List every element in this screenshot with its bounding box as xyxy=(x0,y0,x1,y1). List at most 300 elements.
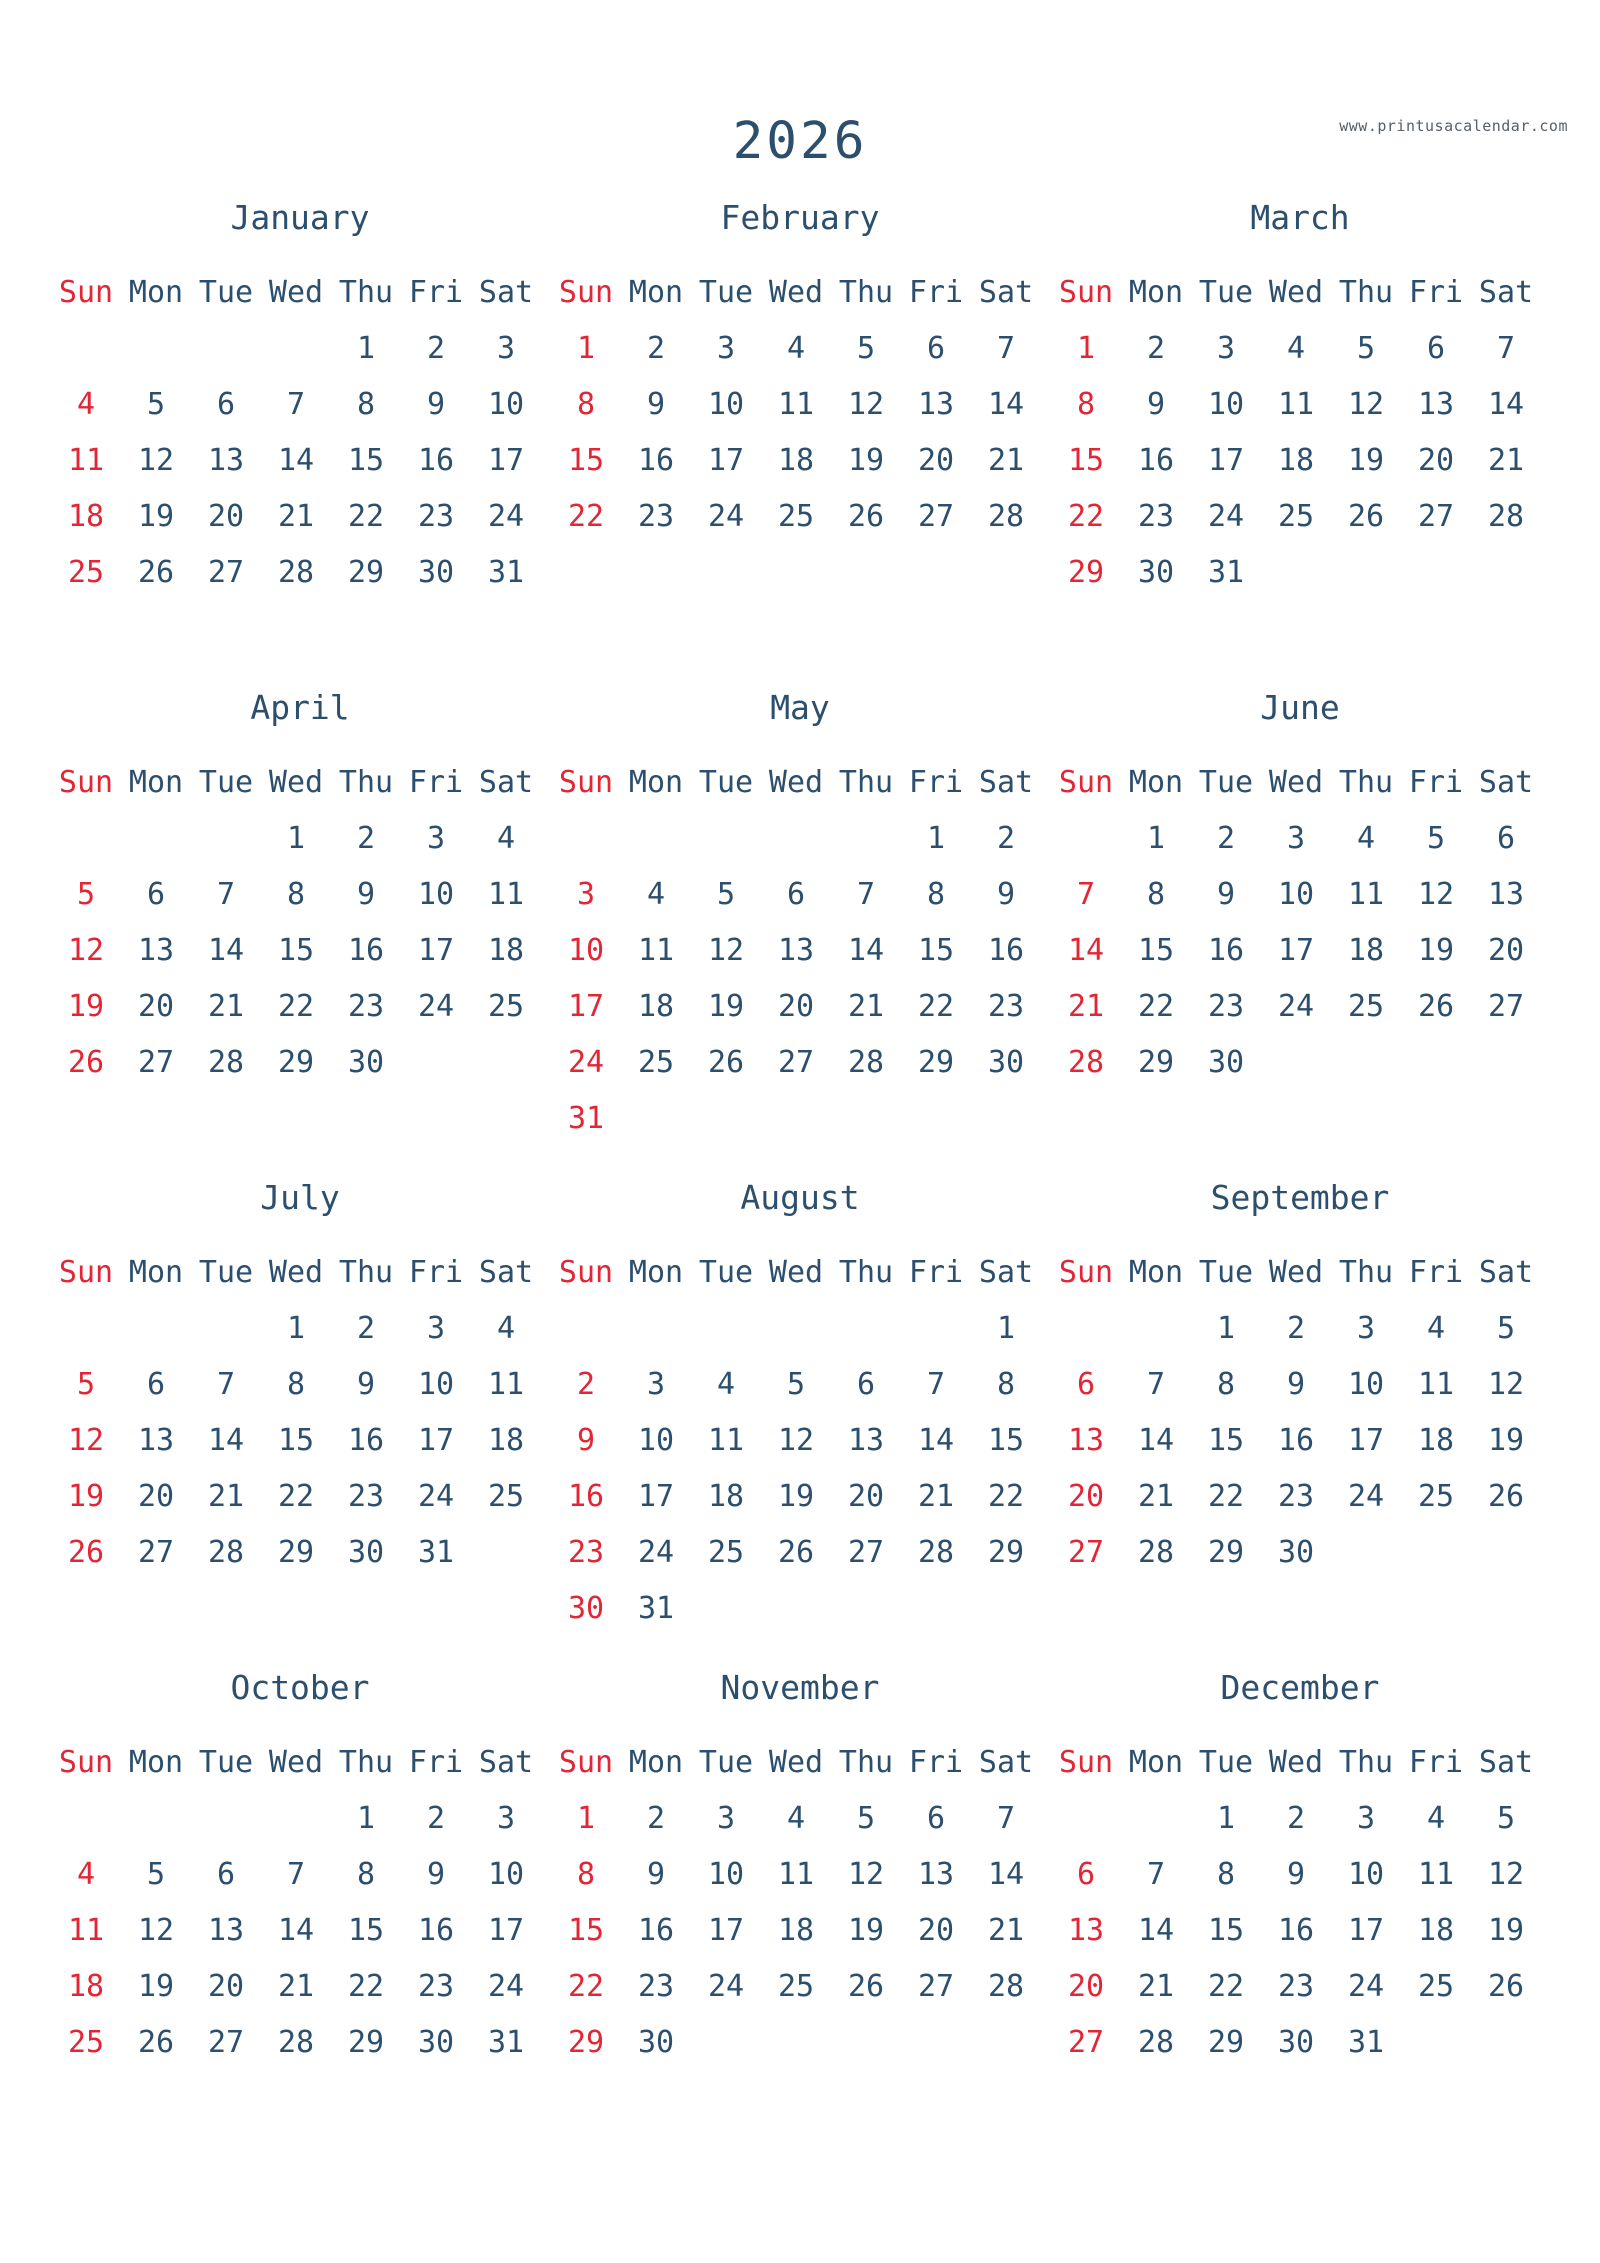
weekday-label: Sat xyxy=(478,275,534,310)
day-cell: 22 xyxy=(917,989,955,1024)
day-cell: 19 xyxy=(847,1913,885,1948)
week-row xyxy=(51,1301,549,1357)
month-december xyxy=(1051,1665,1549,2155)
day-cell: 12 xyxy=(137,443,175,478)
day-cell: 9 xyxy=(576,1423,596,1458)
day-cell: 12 xyxy=(67,1423,105,1458)
day-cell: 23 xyxy=(347,1479,385,1514)
weekday-label: Wed xyxy=(768,1255,824,1290)
weekday-label: Tue xyxy=(198,765,254,800)
weekday-label: Mon xyxy=(128,1255,184,1290)
day-cell: 30 xyxy=(567,1591,605,1626)
day-cell: 24 xyxy=(1207,499,1245,534)
day-cell: 21 xyxy=(917,1479,955,1514)
weekday-label: Mon xyxy=(1128,765,1184,800)
day-cell: 16 xyxy=(417,1913,455,1948)
day-cell: 14 xyxy=(1487,387,1525,422)
day-cell: 30 xyxy=(417,555,455,590)
day-cell xyxy=(691,811,761,867)
day-cell: 18 xyxy=(777,443,815,478)
day-cell: 27 xyxy=(207,555,245,590)
weekday-label: Thu xyxy=(338,275,394,310)
day-cell: 22 xyxy=(1207,1479,1245,1514)
day-cell: 14 xyxy=(917,1423,955,1458)
day-cell: 2 xyxy=(426,1801,446,1836)
week-row xyxy=(1051,1847,1549,1903)
day-cell xyxy=(761,1091,831,1147)
day-cell: 22 xyxy=(987,1479,1025,1514)
weekday-header xyxy=(51,1245,549,1301)
week-row xyxy=(1051,433,1549,489)
month-march xyxy=(1051,195,1549,685)
day-cell: 14 xyxy=(1137,1423,1175,1458)
day-cell: 13 xyxy=(207,443,245,478)
day-cell: 11 xyxy=(67,1913,105,1948)
month-name: May xyxy=(770,688,830,727)
month-april xyxy=(51,685,549,1175)
day-cell: 8 xyxy=(926,877,946,912)
day-cell: 19 xyxy=(67,1479,105,1514)
day-cell xyxy=(51,811,121,867)
day-cell: 25 xyxy=(67,2025,105,2060)
day-cell xyxy=(691,1091,761,1147)
day-cell: 1 xyxy=(576,1801,596,1836)
weekday-label: Wed xyxy=(768,275,824,310)
weekday-label: Sun xyxy=(1058,275,1114,310)
day-cell: 16 xyxy=(567,1479,605,1514)
weekday-label: Fri xyxy=(908,765,964,800)
week-row xyxy=(51,811,549,867)
day-cell xyxy=(831,1581,901,1637)
day-cell: 17 xyxy=(637,1479,675,1514)
day-cell: 20 xyxy=(207,1969,245,2004)
day-cell: 4 xyxy=(786,331,806,366)
day-cell: 6 xyxy=(1496,821,1516,856)
day-cell: 21 xyxy=(207,1479,245,1514)
day-cell: 29 xyxy=(1207,2025,1245,2060)
day-cell: 13 xyxy=(1487,877,1525,912)
day-cell: 15 xyxy=(1067,443,1105,478)
day-cell: 22 xyxy=(1067,499,1105,534)
weekday-label: Wed xyxy=(768,1745,824,1780)
day-cell xyxy=(1331,1525,1401,1581)
day-cell: 6 xyxy=(926,331,946,366)
day-cell: 13 xyxy=(137,933,175,968)
day-cell: 16 xyxy=(417,443,455,478)
day-cell: 28 xyxy=(917,1535,955,1570)
day-cell: 24 xyxy=(637,1535,675,1570)
day-cell: 26 xyxy=(777,1535,815,1570)
weekday-label: Sat xyxy=(478,765,534,800)
day-cell: 25 xyxy=(1417,1479,1455,1514)
weekday-label: Sat xyxy=(978,275,1034,310)
page-title: 2026 xyxy=(732,112,868,171)
day-cell: 19 xyxy=(1417,933,1455,968)
day-cell: 1 xyxy=(1216,1311,1236,1346)
week-row xyxy=(1051,811,1549,867)
day-cell: 8 xyxy=(1216,1367,1236,1402)
weekday-label: Thu xyxy=(338,765,394,800)
day-cell: 30 xyxy=(1277,2025,1315,2060)
day-cell: 9 xyxy=(1146,387,1166,422)
week-row xyxy=(551,1791,1049,1847)
day-cell xyxy=(691,2015,761,2071)
day-cell xyxy=(691,1581,761,1637)
day-cell: 2 xyxy=(576,1367,596,1402)
day-cell xyxy=(1471,545,1541,601)
weekday-label: Sun xyxy=(1058,765,1114,800)
week-row xyxy=(551,321,1049,377)
day-cell: 20 xyxy=(917,443,955,478)
day-cell xyxy=(51,321,121,377)
day-cell: 20 xyxy=(1417,443,1455,478)
weekday-label: Sat xyxy=(978,1745,1034,1780)
weekday-header xyxy=(51,1735,549,1791)
day-cell xyxy=(761,1301,831,1357)
day-cell: 18 xyxy=(1347,933,1385,968)
day-cell: 14 xyxy=(207,1423,245,1458)
day-cell: 17 xyxy=(567,989,605,1024)
day-cell: 26 xyxy=(847,499,885,534)
weekday-label: Wed xyxy=(268,1255,324,1290)
day-cell: 15 xyxy=(277,1423,315,1458)
month-may xyxy=(551,685,1049,1175)
day-cell: 4 xyxy=(496,821,516,856)
day-cell: 1 xyxy=(1146,821,1166,856)
day-cell: 16 xyxy=(637,443,675,478)
weekday-label: Thu xyxy=(838,275,894,310)
day-cell: 10 xyxy=(637,1423,675,1458)
day-cell: 27 xyxy=(137,1045,175,1080)
weekday-header xyxy=(1051,265,1549,321)
day-cell: 21 xyxy=(1137,1479,1175,1514)
month-november xyxy=(551,1665,1049,2155)
day-cell: 13 xyxy=(137,1423,175,1458)
day-cell: 17 xyxy=(1347,1423,1385,1458)
day-cell: 14 xyxy=(987,1857,1025,1892)
weekday-label: Sun xyxy=(1058,1255,1114,1290)
day-cell: 16 xyxy=(1207,933,1245,968)
day-cell: 13 xyxy=(1067,1913,1105,1948)
day-cell: 4 xyxy=(1286,331,1306,366)
day-cell: 8 xyxy=(576,387,596,422)
day-cell: 19 xyxy=(847,443,885,478)
day-cell: 29 xyxy=(987,1535,1025,1570)
day-cell: 7 xyxy=(1146,1857,1166,1892)
day-cell: 16 xyxy=(347,933,385,968)
weekday-label: Fri xyxy=(1408,275,1464,310)
day-cell: 18 xyxy=(67,499,105,534)
day-cell: 18 xyxy=(67,1969,105,2004)
day-cell: 1 xyxy=(996,1311,1016,1346)
day-cell: 26 xyxy=(67,1045,105,1080)
day-cell: 25 xyxy=(707,1535,745,1570)
day-cell: 31 xyxy=(1347,2025,1385,2060)
day-cell: 29 xyxy=(917,1045,955,1080)
day-cell: 22 xyxy=(567,499,605,534)
day-cell xyxy=(1401,1035,1471,1091)
weekday-label: Fri xyxy=(908,1255,964,1290)
weekday-label: Wed xyxy=(1268,765,1324,800)
day-cell: 30 xyxy=(347,1535,385,1570)
day-cell: 27 xyxy=(847,1535,885,1570)
day-cell: 13 xyxy=(207,1913,245,1948)
day-cell: 7 xyxy=(216,1367,236,1402)
day-cell: 6 xyxy=(1076,1367,1096,1402)
day-cell: 2 xyxy=(996,821,1016,856)
day-cell: 26 xyxy=(67,1535,105,1570)
weekday-label: Mon xyxy=(128,1745,184,1780)
day-cell: 13 xyxy=(917,387,955,422)
day-cell: 29 xyxy=(567,2025,605,2060)
day-cell: 5 xyxy=(76,877,96,912)
weekday-label: Wed xyxy=(268,765,324,800)
month-name: April xyxy=(250,688,350,727)
day-cell: 30 xyxy=(347,1045,385,1080)
day-cell: 3 xyxy=(496,331,516,366)
weekday-label: Sat xyxy=(1478,1255,1534,1290)
day-cell: 10 xyxy=(487,387,525,422)
weekday-label: Tue xyxy=(1198,1745,1254,1780)
day-cell: 7 xyxy=(856,877,876,912)
day-cell: 12 xyxy=(707,933,745,968)
day-cell: 9 xyxy=(426,387,446,422)
day-cell: 19 xyxy=(707,989,745,1024)
day-cell: 31 xyxy=(417,1535,455,1570)
day-cell: 28 xyxy=(1137,1535,1175,1570)
day-cell xyxy=(621,1091,691,1147)
day-cell: 23 xyxy=(417,1969,455,2004)
weekday-label: Sun xyxy=(58,275,114,310)
day-cell: 9 xyxy=(1286,1857,1306,1892)
day-cell xyxy=(121,321,191,377)
day-cell: 24 xyxy=(417,1479,455,1514)
weekday-header xyxy=(551,1245,1049,1301)
day-cell xyxy=(971,1581,1041,1637)
weekday-label: Mon xyxy=(628,765,684,800)
day-cell: 9 xyxy=(356,1367,376,1402)
day-cell: 12 xyxy=(847,1857,885,1892)
week-row xyxy=(1051,1469,1549,1525)
week-row xyxy=(1051,489,1549,545)
week-row xyxy=(51,377,549,433)
day-cell: 4 xyxy=(646,877,666,912)
day-cell: 24 xyxy=(487,499,525,534)
weekday-label: Tue xyxy=(698,765,754,800)
day-cell: 14 xyxy=(1137,1913,1175,1948)
day-cell: 17 xyxy=(487,1913,525,1948)
day-cell: 1 xyxy=(356,331,376,366)
day-cell: 20 xyxy=(847,1479,885,1514)
day-cell: 14 xyxy=(847,933,885,968)
day-cell: 18 xyxy=(487,933,525,968)
day-cell: 29 xyxy=(277,1535,315,1570)
week-row xyxy=(51,1525,549,1581)
day-cell: 4 xyxy=(786,1801,806,1836)
day-cell xyxy=(191,321,261,377)
month-name: September xyxy=(1210,1178,1390,1217)
month-name: November xyxy=(720,1668,880,1707)
day-cell: 8 xyxy=(1076,387,1096,422)
week-row xyxy=(551,1469,1049,1525)
day-cell: 23 xyxy=(1137,499,1175,534)
week-row xyxy=(551,1581,1049,1637)
day-cell: 5 xyxy=(1356,331,1376,366)
day-cell: 18 xyxy=(637,989,675,1024)
week-row xyxy=(51,321,549,377)
months-grid xyxy=(51,195,1549,2155)
day-cell: 17 xyxy=(1277,933,1315,968)
day-cell: 17 xyxy=(487,443,525,478)
weekday-label: Wed xyxy=(268,275,324,310)
day-cell: 14 xyxy=(1067,933,1105,968)
day-cell: 14 xyxy=(987,387,1025,422)
day-cell: 28 xyxy=(987,499,1025,534)
weekday-label: Thu xyxy=(1338,1255,1394,1290)
weekday-header xyxy=(1051,755,1549,811)
week-row xyxy=(551,867,1049,923)
weekday-label: Tue xyxy=(1198,275,1254,310)
day-cell: 15 xyxy=(987,1423,1025,1458)
week-row xyxy=(1051,1301,1549,1357)
weekday-label: Mon xyxy=(1128,275,1184,310)
day-cell: 10 xyxy=(417,877,455,912)
day-cell: 13 xyxy=(777,933,815,968)
day-cell: 2 xyxy=(356,1311,376,1346)
week-row xyxy=(1051,1413,1549,1469)
weekday-label: Sun xyxy=(558,765,614,800)
day-cell: 11 xyxy=(777,387,815,422)
day-cell: 18 xyxy=(777,1913,815,1948)
day-cell xyxy=(1051,811,1121,867)
weekday-label: Sat xyxy=(1478,765,1534,800)
day-cell: 7 xyxy=(286,1857,306,1892)
day-cell: 3 xyxy=(646,1367,666,1402)
day-cell: 6 xyxy=(926,1801,946,1836)
day-cell: 15 xyxy=(347,443,385,478)
day-cell xyxy=(971,1091,1041,1147)
weekday-label: Fri xyxy=(408,1745,464,1780)
weekday-label: Mon xyxy=(1128,1255,1184,1290)
day-cell: 20 xyxy=(1067,1479,1105,1514)
day-cell: 24 xyxy=(487,1969,525,2004)
day-cell: 31 xyxy=(637,1591,675,1626)
day-cell: 10 xyxy=(567,933,605,968)
day-cell: 30 xyxy=(637,2025,675,2060)
day-cell: 16 xyxy=(1137,443,1175,478)
day-cell: 25 xyxy=(1417,1969,1455,2004)
day-cell: 24 xyxy=(707,1969,745,2004)
day-cell: 26 xyxy=(707,1045,745,1080)
day-cell xyxy=(901,1581,971,1637)
day-cell: 3 xyxy=(576,877,596,912)
day-cell: 12 xyxy=(777,1423,815,1458)
weekday-label: Thu xyxy=(338,1255,394,1290)
day-cell: 3 xyxy=(1356,1311,1376,1346)
day-cell: 11 xyxy=(1417,1367,1455,1402)
month-august xyxy=(551,1175,1049,1665)
day-cell: 3 xyxy=(716,331,736,366)
day-cell: 15 xyxy=(567,1913,605,1948)
weekday-label: Sun xyxy=(58,765,114,800)
day-cell: 25 xyxy=(637,1045,675,1080)
day-cell: 20 xyxy=(137,989,175,1024)
day-cell: 14 xyxy=(277,443,315,478)
day-cell xyxy=(761,811,831,867)
day-cell: 7 xyxy=(926,1367,946,1402)
week-row xyxy=(551,2015,1049,2071)
weekday-label: Thu xyxy=(1338,765,1394,800)
day-cell: 10 xyxy=(487,1857,525,1892)
week-row xyxy=(51,923,549,979)
day-cell: 31 xyxy=(487,2025,525,2060)
weekday-header xyxy=(1051,1735,1549,1791)
day-cell: 24 xyxy=(417,989,455,1024)
day-cell: 21 xyxy=(277,1969,315,2004)
week-row xyxy=(51,1791,549,1847)
day-cell: 1 xyxy=(576,331,596,366)
day-cell: 26 xyxy=(137,2025,175,2060)
weekday-label: Wed xyxy=(1268,275,1324,310)
day-cell: 28 xyxy=(987,1969,1025,2004)
day-cell: 2 xyxy=(1146,331,1166,366)
month-name: August xyxy=(740,1178,860,1217)
weekday-label: Sat xyxy=(1478,275,1534,310)
weekday-label: Mon xyxy=(1128,1745,1184,1780)
day-cell: 21 xyxy=(987,443,1025,478)
weekday-label: Fri xyxy=(408,275,464,310)
weekday-header xyxy=(51,265,549,321)
day-cell: 16 xyxy=(637,1913,675,1948)
day-cell: 18 xyxy=(707,1479,745,1514)
day-cell: 10 xyxy=(1347,1367,1385,1402)
day-cell: 3 xyxy=(426,821,446,856)
day-cell: 25 xyxy=(777,1969,815,2004)
day-cell xyxy=(1471,1035,1541,1091)
weekday-label: Tue xyxy=(198,1745,254,1780)
day-cell: 25 xyxy=(67,555,105,590)
day-cell: 1 xyxy=(1216,1801,1236,1836)
day-cell: 6 xyxy=(1076,1857,1096,1892)
day-cell: 1 xyxy=(286,821,306,856)
day-cell: 3 xyxy=(426,1311,446,1346)
day-cell: 30 xyxy=(1207,1045,1245,1080)
week-row xyxy=(551,433,1049,489)
day-cell: 27 xyxy=(1417,499,1455,534)
day-cell xyxy=(121,1791,191,1847)
day-cell: 18 xyxy=(1277,443,1315,478)
day-cell: 18 xyxy=(487,1423,525,1458)
month-name: June xyxy=(1260,688,1340,727)
day-cell xyxy=(691,1301,761,1357)
month-name: December xyxy=(1220,1668,1380,1707)
weekday-label: Wed xyxy=(268,1745,324,1780)
day-cell: 23 xyxy=(1207,989,1245,1024)
week-row xyxy=(1051,1035,1549,1091)
weekday-label: Tue xyxy=(1198,765,1254,800)
day-cell: 25 xyxy=(1277,499,1315,534)
weekday-label: Thu xyxy=(338,1745,394,1780)
weekday-label: Wed xyxy=(768,765,824,800)
week-row xyxy=(1051,1903,1549,1959)
day-cell: 16 xyxy=(1277,1913,1315,1948)
week-row xyxy=(1051,1959,1549,2015)
day-cell: 9 xyxy=(1286,1367,1306,1402)
week-row xyxy=(551,1413,1049,1469)
day-cell: 27 xyxy=(1067,1535,1105,1570)
day-cell: 26 xyxy=(847,1969,885,2004)
week-row xyxy=(51,979,549,1035)
